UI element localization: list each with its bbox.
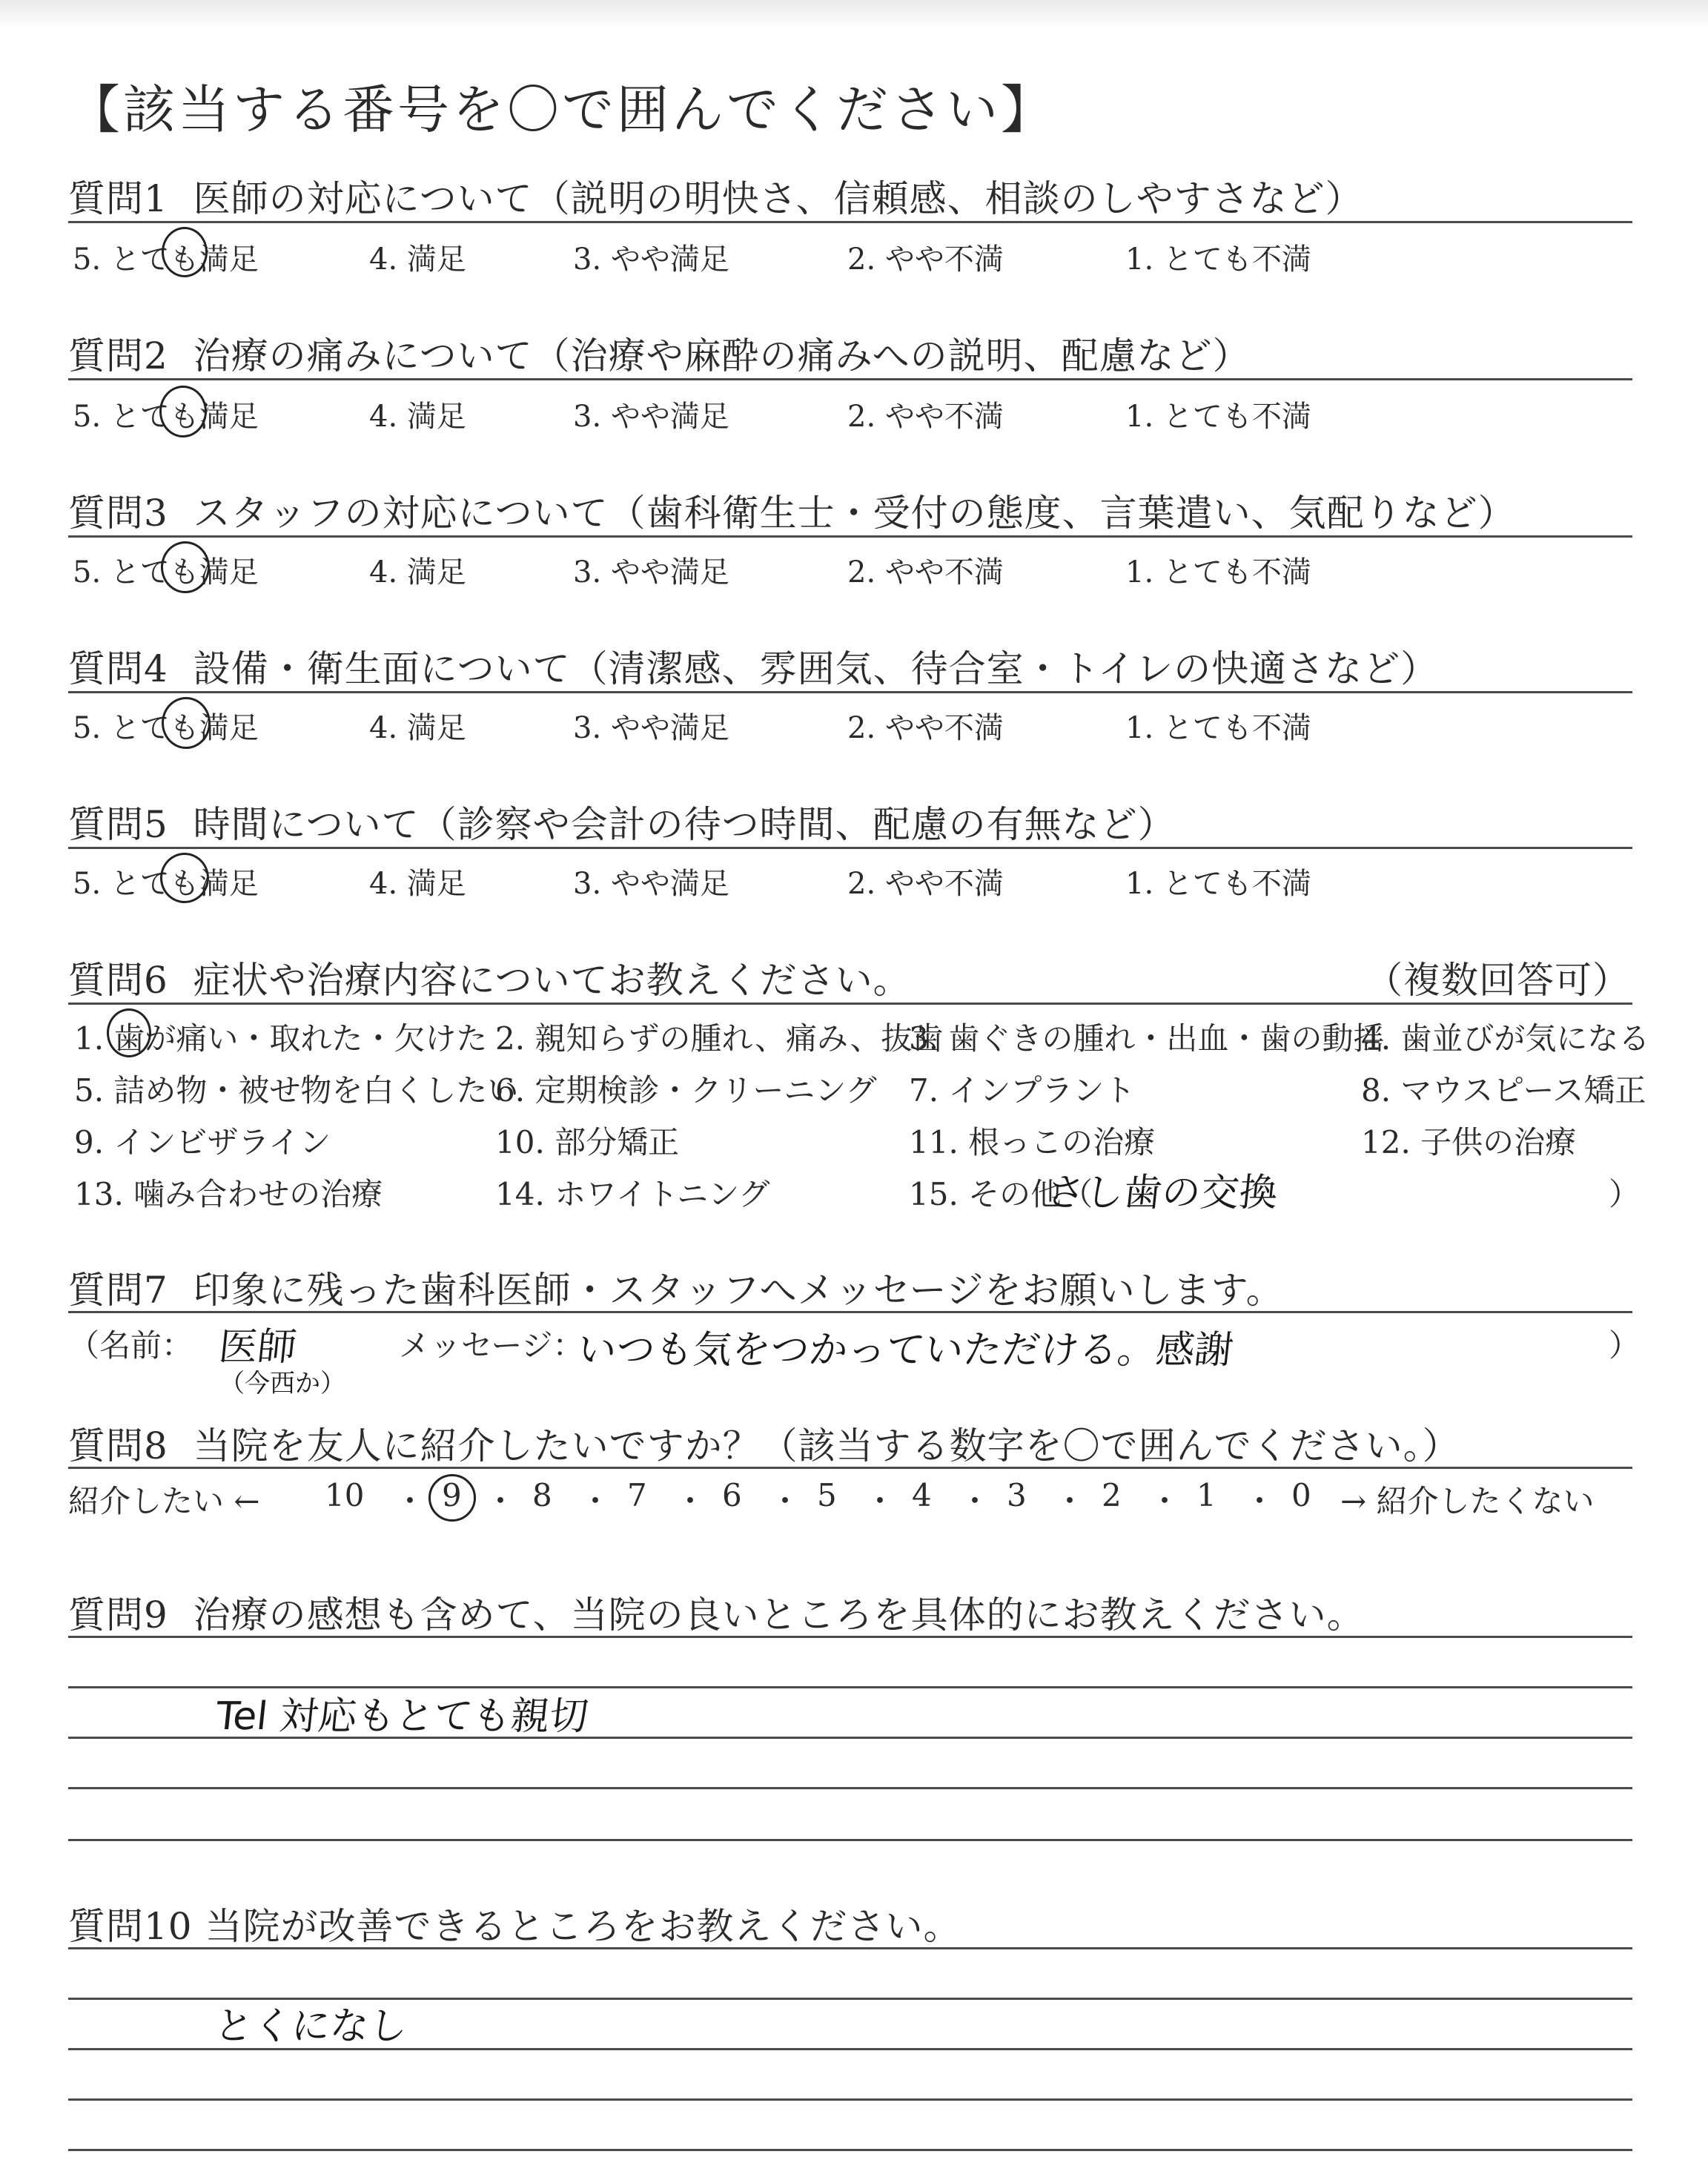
q7-name-answer[interactable]: 医師 [216, 1325, 299, 1370]
q7-name-label: （名前： [68, 1327, 193, 1364]
q6-option-12[interactable]: 12. 子供の治療 [1361, 1124, 1577, 1160]
question-9-label: 質問9 [68, 1593, 168, 1636]
q2-option-4[interactable]: 4. 満足 [369, 400, 466, 434]
question-10-text: 当院が改善できるところをお教えください。 [205, 1905, 961, 1948]
question-6-label: 質問6 [68, 959, 168, 1002]
q8-number-10[interactable]: 10 [325, 1477, 365, 1513]
page-title: 【該当する番号を〇で囲んでください】 [68, 79, 1056, 140]
q2-selection-circle [159, 386, 207, 437]
q5-option-5[interactable]: 5. とても満足 [73, 867, 259, 901]
q8-number-1[interactable]: 1 [1196, 1477, 1217, 1513]
q10-line [68, 2098, 1632, 2101]
q4-option-3[interactable]: 3. やや満足 [573, 711, 729, 745]
question-8-text: 当院を友人に紹介したいですか？（該当する数字を〇で囲んでください。） [193, 1424, 1460, 1467]
q1-option-1[interactable]: 1. とても不満 [1125, 242, 1311, 277]
question-6-text: 症状や治療内容についてお教えください。 [193, 959, 911, 1002]
question-1-label: 質問1 [68, 177, 168, 220]
question-8 [68, 1416, 1460, 1470]
question-5-text: 時間について（診察や会計の待つ時間、配慮の有無など） [193, 803, 1176, 846]
question-4 [68, 639, 1438, 693]
q5-option-2[interactable]: 2. やや不満 [847, 867, 1004, 901]
q1-option-3[interactable]: 3. やや満足 [573, 242, 729, 277]
q6-other-close: ） [1609, 1176, 1641, 1212]
q5-option-3[interactable]: 3. やや満足 [573, 867, 729, 901]
q8-dot: ・ [959, 1483, 991, 1519]
q8-dot: ・ [580, 1483, 612, 1519]
q6-option-13[interactable]: 13. 噛み合わせの治療 [74, 1176, 383, 1212]
q4-option-2[interactable]: 2. やや不満 [847, 711, 1004, 745]
q6-selection-circle [107, 1008, 151, 1057]
q7-close: ） [1609, 1327, 1641, 1364]
q6-option-4[interactable]: 4. 歯並びが気になる [1361, 1020, 1650, 1057]
q9-line [68, 1787, 1632, 1789]
q1-selection-circle [162, 227, 208, 277]
q4-option-4[interactable]: 4. 満足 [369, 711, 466, 745]
q8-dot: ・ [675, 1483, 706, 1519]
q10-answer[interactable]: とくになし [212, 2004, 410, 2049]
question-3 [68, 483, 1516, 537]
scan-edge [0, 0, 1708, 30]
question-4-label: 質問4 [68, 647, 168, 690]
question-6-note: （複数回答可） [1366, 959, 1630, 1002]
q8-number-9[interactable]: 9 [442, 1477, 462, 1513]
q6-option-9[interactable]: 9. インビザライン [74, 1124, 331, 1160]
q6-option-2[interactable]: 2. 親知らずの腫れ、痛み、抜歯 [495, 1020, 944, 1057]
q8-number-3[interactable]: 3 [1007, 1477, 1027, 1513]
q2-option-5[interactable]: 5. とても満足 [73, 400, 259, 434]
q2-option-1[interactable]: 1. とても不満 [1125, 400, 1311, 434]
q6-option-8[interactable]: 8. マウスピース矯正 [1361, 1072, 1646, 1109]
q6-option-5[interactable]: 5. 詰め物・被せ物を白くしたい [74, 1072, 519, 1109]
q8-number-4[interactable]: 4 [912, 1477, 932, 1513]
q8-number-0[interactable]: 0 [1291, 1477, 1311, 1513]
q8-dot: ・ [769, 1483, 801, 1519]
question-2-text: 治療の痛みについて（治療や麻酔の痛みへの説明、配慮など） [193, 334, 1251, 377]
q8-dot: ・ [1149, 1483, 1181, 1519]
q8-dot: ・ [864, 1483, 896, 1519]
question-5-rule [68, 847, 1632, 849]
q5-selection-circle [160, 853, 209, 903]
question-6 [68, 951, 911, 1004]
q8-dot: ・ [485, 1483, 517, 1519]
q9-line [68, 1636, 1632, 1638]
q10-line [68, 2149, 1632, 2151]
question-2 [68, 326, 1251, 380]
q1-option-4[interactable]: 4. 満足 [369, 242, 466, 277]
question-7 [68, 1261, 1284, 1314]
q4-option-5[interactable]: 5. とても満足 [73, 711, 259, 745]
question-4-text: 設備・衛生面について（清潔感、雰囲気、待合室・トイレの快適さなど） [193, 647, 1439, 690]
question-2-rule [68, 378, 1632, 380]
q1-option-2[interactable]: 2. やや不満 [847, 242, 1004, 277]
question-7-rule [68, 1311, 1632, 1313]
question-8-rule [68, 1467, 1632, 1469]
q8-number-5[interactable]: 5 [817, 1477, 837, 1513]
q9-answer[interactable]: Tel 対応もとても親切 [214, 1694, 591, 1739]
q3-option-4[interactable]: 4. 満足 [369, 555, 466, 589]
q6-option-11[interactable]: 11. 根っこの治療 [909, 1124, 1156, 1160]
q8-left-label: 紹介したい ← [68, 1483, 260, 1519]
q1-option-5[interactable]: 5. とても満足 [73, 242, 259, 277]
question-5 [68, 795, 1176, 848]
q8-selection-circle [428, 1474, 476, 1522]
question-2-label: 質問2 [68, 334, 168, 377]
q8-number-7[interactable]: 7 [627, 1477, 647, 1513]
q6-option-6[interactable]: 6. 定期検診・クリーニング [495, 1072, 877, 1109]
q8-dot: ・ [1054, 1483, 1086, 1519]
q5-option-4[interactable]: 4. 満足 [369, 867, 466, 901]
question-3-rule [68, 535, 1632, 538]
q10-line [68, 1947, 1632, 1949]
q3-option-1[interactable]: 1. とても不満 [1125, 555, 1311, 589]
question-10-label: 質問10 [68, 1905, 193, 1948]
q7-message-answer[interactable]: いつも気をつかっていただける。感謝 [575, 1328, 1236, 1373]
question-3-label: 質問3 [68, 492, 168, 535]
q8-number-8[interactable]: 8 [532, 1477, 552, 1513]
q8-number-2[interactable]: 2 [1102, 1477, 1122, 1513]
q4-selection-circle [162, 697, 211, 749]
q8-dot: ・ [394, 1483, 426, 1519]
q3-selection-circle [161, 541, 210, 593]
question-5-label: 質問5 [68, 803, 168, 846]
question-6-rule [68, 1003, 1632, 1005]
question-7-text: 印象に残った歯科医師・スタッフへメッセージをお願いします。 [193, 1269, 1284, 1312]
question-7-label: 質問7 [68, 1269, 168, 1312]
q6-option-1[interactable]: 1. 歯が痛い・取れた・欠けた [74, 1020, 488, 1057]
q3-option-2[interactable]: 2. やや不満 [847, 555, 1004, 589]
q5-option-1[interactable]: 1. とても不満 [1125, 867, 1311, 901]
question-1-text: 医師の対応について（説明の明快さ、信頼感、相談のしやすさなど） [193, 177, 1363, 220]
q6-other-answer[interactable]: さし歯の交換 [1044, 1171, 1280, 1215]
q6-option-7[interactable]: 7. インプラント [909, 1072, 1136, 1109]
q6-option-3[interactable]: 3. 歯ぐきの腫れ・出血・歯の動揺 [909, 1020, 1385, 1057]
q7-message-label: メッセージ： [399, 1327, 584, 1364]
question-1-rule [68, 221, 1632, 223]
q6-option-10[interactable]: 10. 部分矯正 [495, 1124, 680, 1160]
question-3-text: スタッフの対応について（歯科衛生士・受付の態度、言葉遣い、気配りなど） [193, 492, 1516, 535]
q7-name-sub: （今西か） [219, 1369, 345, 1398]
q9-line [68, 1839, 1632, 1841]
q8-dot: ・ [1244, 1483, 1276, 1519]
q6-option-14[interactable]: 14. ホワイトニング [495, 1176, 770, 1212]
q8-right-label: → 紹介したくない [1340, 1483, 1595, 1519]
q6-option-15[interactable]: 15. その他（ [909, 1176, 1093, 1212]
q8-number-6[interactable]: 6 [722, 1477, 742, 1513]
question-9-text: 治療の感想も含めて、当院の良いところを具体的にお教えください。 [193, 1593, 1365, 1636]
q3-option-5[interactable]: 5. とても満足 [73, 555, 259, 589]
q4-option-1[interactable]: 1. とても不満 [1125, 711, 1311, 745]
q2-option-2[interactable]: 2. やや不満 [847, 400, 1004, 434]
question-10 [68, 1897, 961, 1950]
q2-option-3[interactable]: 3. やや満足 [573, 400, 729, 434]
q3-option-3[interactable]: 3. やや満足 [573, 555, 729, 589]
question-8-label: 質問8 [68, 1424, 168, 1467]
question-9 [68, 1585, 1365, 1639]
question-4-rule [68, 691, 1632, 693]
question-1 [68, 169, 1363, 222]
